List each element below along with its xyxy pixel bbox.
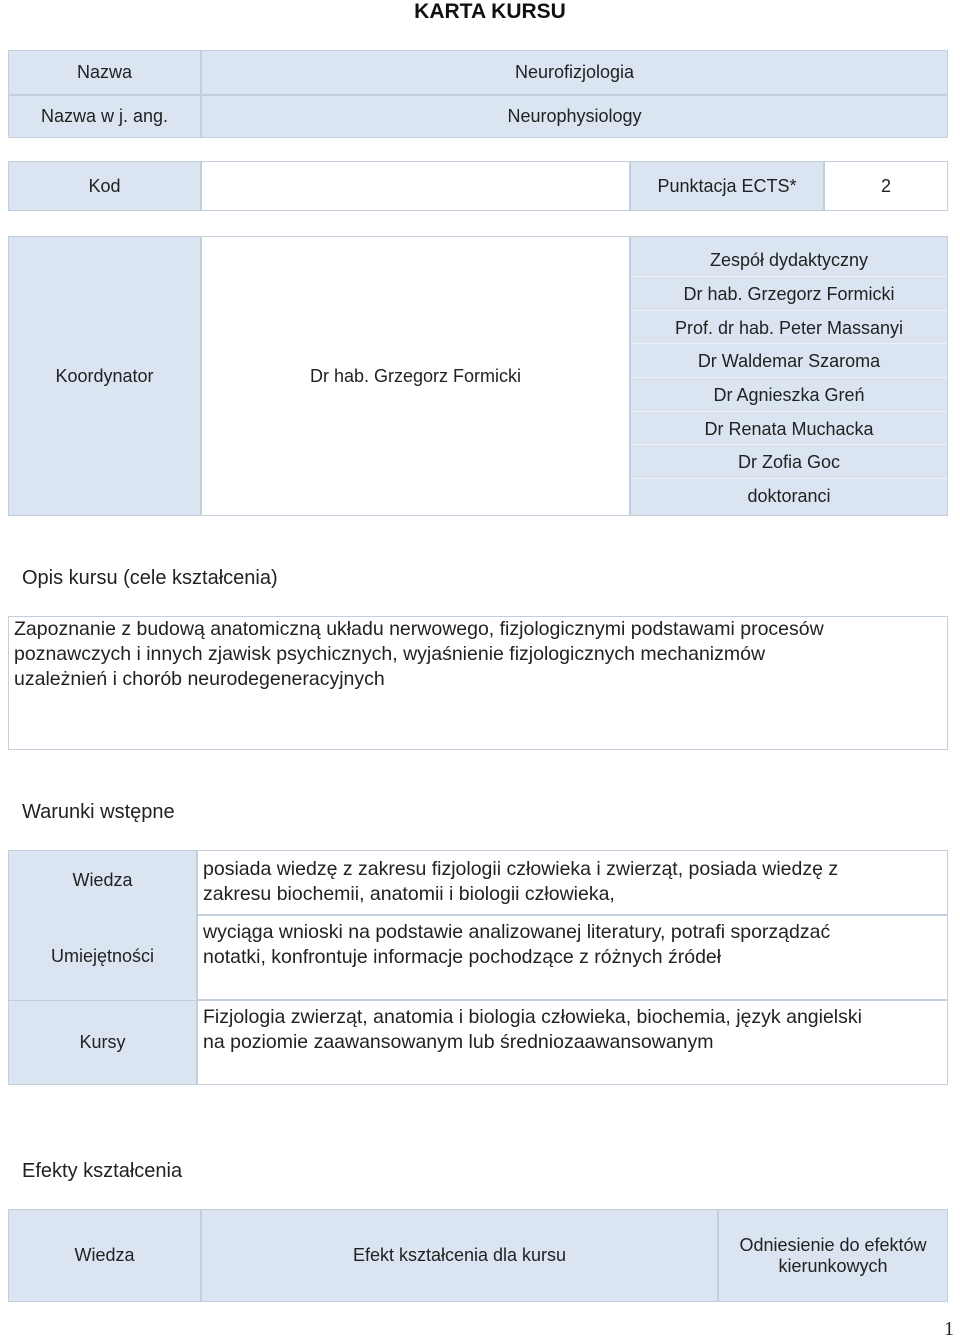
outcomes-col-reference-line: kierunkowych bbox=[778, 1255, 888, 1276]
page-title: KARTA KURSU bbox=[414, 0, 566, 23]
text-line: wyciąga wnioski na podstawie analizowanej literatury, potrafi sporządzać bbox=[203, 921, 831, 943]
outcomes-col-knowledge: Wiedza bbox=[8, 1209, 201, 1302]
name-en-label: Nazwa w j. ang. bbox=[8, 95, 201, 138]
teaching-team-list bbox=[630, 236, 948, 516]
coordinator-label: Koordynator bbox=[8, 236, 201, 516]
team-member: Dr Waldemar Szaroma bbox=[697, 351, 881, 371]
name-value: Neurofizjologia bbox=[201, 50, 948, 95]
team-member: Dr Renata Muchacka bbox=[704, 419, 874, 439]
team-member: Dr Zofia Goc bbox=[737, 452, 841, 472]
text-line: na poziomie zaawansowanym lub średniozaawansowanym bbox=[203, 1031, 714, 1053]
description-heading: Opis kursu (cele kształcenia) bbox=[22, 567, 278, 589]
prereq-courses-text bbox=[203, 1005, 862, 1055]
team-member: Dr Agnieszka Greń bbox=[713, 385, 865, 405]
team-member: doktoranci bbox=[747, 486, 831, 506]
text-line: Fizjologia zwierząt, anatomia i biologia człowieka, biochemia, język angielski bbox=[203, 1006, 862, 1028]
prereq-courses-label: Kursy bbox=[79, 1032, 126, 1052]
prereq-skills-label: Umiejętności bbox=[50, 946, 155, 966]
prereq-knowledge-label: Wiedza bbox=[72, 870, 133, 890]
ects-label: Punktacja ECTS* bbox=[630, 161, 824, 211]
ects-value: 2 bbox=[824, 161, 948, 211]
description-line: Zapoznanie z budową anatomiczną układu nerwowego, fizjologicznymi podstawami procesów bbox=[14, 618, 824, 640]
text-line: notatki, konfrontuje informacje pochodzące z różnych źródeł bbox=[203, 946, 722, 968]
description-line: poznawczych i innych zjawisk psychicznych, wyjaśnienie fizjologicznych mechanizmów bbox=[14, 643, 766, 665]
prereq-skills-text bbox=[203, 920, 830, 970]
outcomes-col-reference bbox=[718, 1209, 948, 1302]
code-label: Kod bbox=[8, 161, 201, 211]
description-text bbox=[14, 617, 824, 692]
text-line: posiada wiedzę z zakresu fizjologii człowieka i zwierząt, posiada wiedzę z bbox=[203, 858, 839, 880]
team-member: Dr hab. Grzegorz Formicki bbox=[683, 284, 895, 304]
prereq-knowledge-text bbox=[203, 857, 838, 907]
team-member: Prof. dr hab. Peter Massanyi bbox=[674, 318, 904, 338]
outcomes-col-reference-line: Odniesienie do efektów bbox=[739, 1234, 927, 1255]
name-en-value: Neurophysiology bbox=[201, 95, 948, 138]
code-value bbox=[201, 161, 630, 211]
outcomes-col-course-effect: Efekt kształcenia dla kursu bbox=[201, 1209, 718, 1302]
teaching-team-label: Zespół dydaktyczny bbox=[709, 250, 869, 270]
coordinator-value: Dr hab. Grzegorz Formicki bbox=[201, 236, 630, 516]
name-label: Nazwa bbox=[8, 50, 201, 95]
text-line: zakresu biochemii, anatomii i biologii człowieka, bbox=[203, 883, 615, 905]
description-line: uzależnień i chorób neurodegeneracyjnych bbox=[14, 668, 385, 690]
prerequisites-heading: Warunki wstępne bbox=[22, 801, 175, 823]
page-number: 1 bbox=[944, 1318, 954, 1340]
outcomes-heading: Efekty kształcenia bbox=[22, 1160, 183, 1182]
